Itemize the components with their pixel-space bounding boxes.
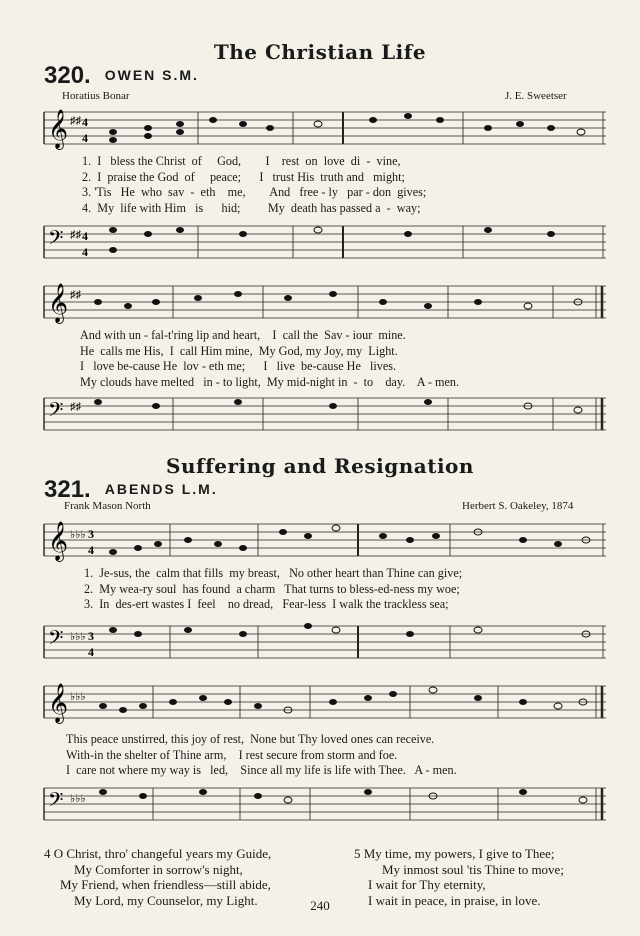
- bass-staff: [38, 218, 608, 266]
- svg-text:♭♭♭: ♭♭♭: [70, 793, 86, 805]
- svg-text:𝄢: 𝄢: [48, 226, 64, 254]
- svg-text:4: 4: [88, 543, 94, 557]
- bass-staff: [38, 390, 608, 438]
- lyric-line: He calls me His, I call Him mine, My God, my Joy, my Light.: [80, 343, 398, 358]
- lyrics-321-system-1: [84, 566, 462, 613]
- stanza-line: I wait in peace, in praise, in love.: [368, 892, 541, 908]
- hymn-320-heading: [44, 62, 199, 90]
- lyric-line: This peace unstirred, this joy of rest, None but Thy loved ones can receive.: [66, 732, 435, 746]
- stanza-line: My Lord, my Counselor, my Light.: [74, 892, 258, 908]
- lyric-line: And with un - fal-t'ring lip and heart, I call the Sav - iour mine.: [80, 328, 406, 342]
- svg-text:4: 4: [82, 245, 88, 259]
- music-credit: Herbert S. Oakeley, 1874: [462, 500, 574, 512]
- svg-text:𝄢: 𝄢: [48, 626, 64, 654]
- lyric-line: 1. Je-sus, the calm that fills my breast, No other heart than Thine can give;: [84, 566, 463, 580]
- lyric-line: 3. 'Tis He who sav - eth me, And free - ly par - don gives;: [82, 185, 427, 200]
- svg-text:𝄞: 𝄞: [48, 683, 69, 723]
- svg-text:𝄢: 𝄢: [48, 398, 64, 426]
- svg-text:4: 4: [82, 229, 88, 243]
- lyric-line: With-in the shelter of Thine arm, I rest secure from storm and foe.: [66, 747, 398, 762]
- lyrics-320-system-2: [80, 328, 459, 390]
- hymn-number: 321.: [44, 476, 91, 503]
- svg-text:4: 4: [82, 115, 88, 129]
- bass-staff: [38, 618, 608, 668]
- stanza-line: 5 My time, my powers, I give to Thee;: [354, 846, 555, 861]
- tune-name: OWEN S.M.: [104, 67, 199, 83]
- lyric-line: 1. I bless the Christ of God, I rest on love di - vine,: [82, 154, 401, 168]
- svg-text:3: 3: [88, 629, 94, 643]
- treble-staff: [38, 104, 608, 152]
- section-title-christian-life: The Christian Life: [213, 40, 427, 64]
- music-credit: J. E. Sweetser: [505, 90, 567, 102]
- svg-text:♯♯: ♯♯: [70, 401, 81, 413]
- lyric-line: 2. My wea-ry soul has found a charm That turns to bless-ed-ness my woe;: [84, 581, 460, 596]
- stanza-line: My inmost soul 'tis Thine to move;: [382, 861, 564, 877]
- svg-text:♯♯: ♯♯: [70, 115, 81, 127]
- stanza-line: My Friend, when friendless—still abide,: [60, 877, 271, 892]
- hymn-number: 320.: [44, 62, 91, 89]
- svg-text:♭♭♭: ♭♭♭: [70, 691, 86, 703]
- lyric-line: I care not where my way is led, Since all my life is life with Thee. A - men.: [66, 763, 457, 778]
- stanza-line: My Comforter in sorrow's night,: [74, 861, 243, 877]
- stanza-line: 4 O Christ, thro' changeful years my Guide,: [44, 846, 272, 861]
- page-number: 240: [310, 898, 330, 913]
- lyrics-320-system-1: [82, 154, 426, 216]
- lyric-line: 3. In des-ert wastes I feel no dread, Fear-less I walk the trackless sea;: [84, 597, 449, 612]
- svg-text:𝄞: 𝄞: [48, 109, 69, 149]
- svg-text:♯♯: ♯♯: [70, 229, 81, 241]
- stanza-line: I wait for Thy eternity,: [368, 877, 486, 892]
- bass-staff: [38, 780, 608, 830]
- svg-text:♭♭♭: ♭♭♭: [70, 529, 86, 541]
- svg-text:𝄢: 𝄢: [48, 788, 64, 816]
- svg-text:𝄞: 𝄞: [48, 283, 69, 323]
- words-credit: Frank Mason North: [64, 500, 151, 512]
- treble-staff: [38, 278, 608, 326]
- svg-text:𝄞: 𝄞: [48, 521, 69, 561]
- svg-text:4: 4: [82, 131, 88, 145]
- svg-text:4: 4: [88, 645, 94, 659]
- lyric-line: 4. My life with Him is hid; My death has passed a - way;: [82, 200, 421, 215]
- lyrics-321-system-2: [66, 732, 457, 779]
- lyric-line: 2. I praise the God of peace; I trust His truth and might;: [82, 169, 405, 184]
- treble-staff: [38, 678, 608, 728]
- treble-staff: [38, 516, 608, 566]
- svg-text:♯♯: ♯♯: [70, 289, 81, 301]
- lyric-line: My clouds have melted in - to light, My mid-night in - to day. A - men.: [80, 374, 460, 389]
- tune-name: ABENDS L.M.: [104, 481, 218, 497]
- svg-text:3: 3: [88, 527, 94, 541]
- words-credit: Horatius Bonar: [62, 90, 130, 102]
- lyric-line: I love be-cause He lov - eth me; I live be-cause He lives.: [80, 359, 397, 374]
- section-title-suffering: Suffering and Resignation: [166, 454, 474, 478]
- svg-text:♭♭♭: ♭♭♭: [70, 631, 86, 643]
